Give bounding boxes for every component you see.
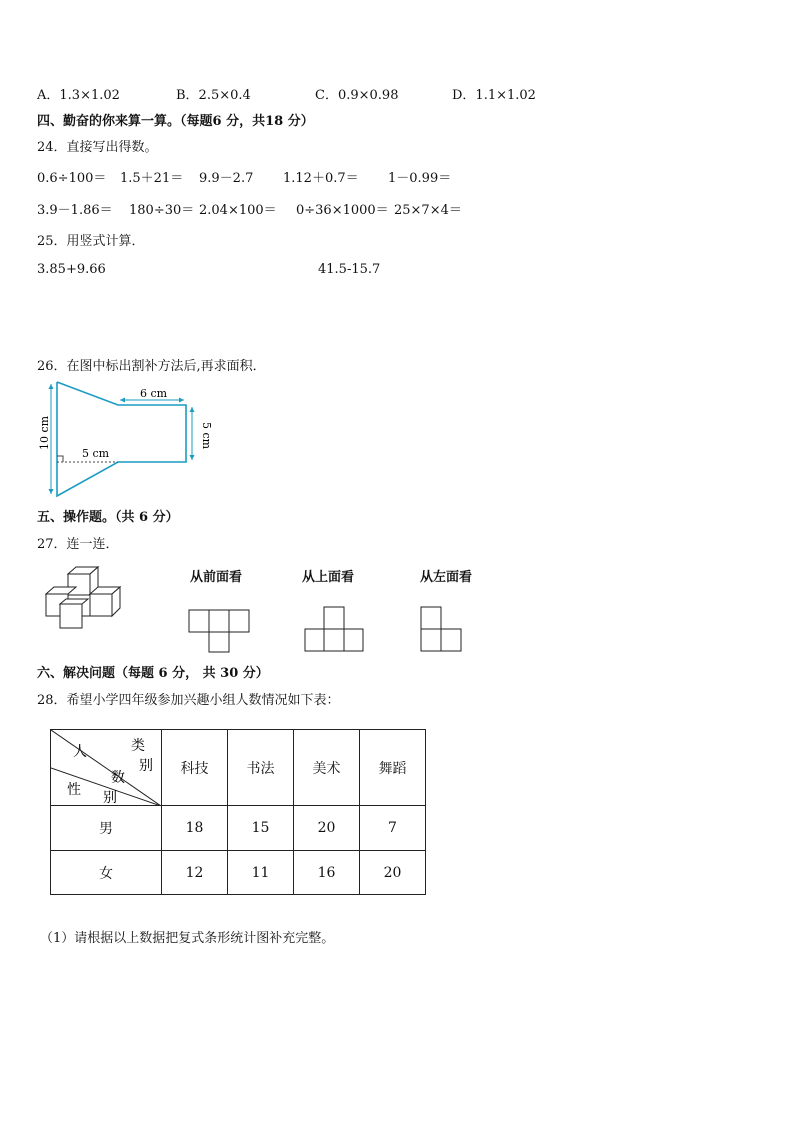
table-cell: 15 bbox=[228, 806, 294, 851]
q24-item: 2.04×100＝ bbox=[199, 203, 277, 218]
q24-item: 0.6÷100＝ bbox=[37, 171, 107, 186]
table-header-row bbox=[51, 730, 426, 806]
section4-title: 四、勤奋的你来算一算。（每题6 分，共18 分） bbox=[37, 114, 314, 129]
column-header: 科技 bbox=[162, 730, 228, 806]
row-label: 女 bbox=[51, 851, 162, 895]
trapezoid-figure bbox=[36, 374, 216, 504]
q25-expr: 3.85+9.66 bbox=[37, 262, 106, 277]
column-header: 美术 bbox=[294, 730, 360, 806]
arrow-head bbox=[49, 384, 54, 389]
q25-expr: 41.5-15.7 bbox=[318, 262, 381, 277]
section6-title: 六、解决问题（每题 6 分， 共 30 分） bbox=[37, 666, 269, 681]
option-c: C．0.9×0.98 bbox=[315, 88, 399, 103]
section5-title: 五、操作题。（共 6 分） bbox=[37, 510, 179, 525]
top-view-shape bbox=[302, 602, 372, 654]
right-angle-mark bbox=[57, 456, 63, 462]
svg-text:人: 人 bbox=[73, 744, 87, 760]
label-top: 6 cm bbox=[140, 387, 168, 400]
svg-text:别: 别 bbox=[139, 758, 153, 774]
view-left-label: 从左面看 bbox=[420, 570, 473, 585]
arrow-head bbox=[49, 489, 54, 494]
interest-group-table bbox=[50, 729, 426, 895]
column-header: 舞蹈 bbox=[360, 730, 426, 806]
q24-prompt: 24．直接写出得数。 bbox=[37, 140, 158, 155]
svg-text:数: 数 bbox=[111, 770, 125, 786]
svg-text:性: 性 bbox=[67, 782, 81, 798]
arrow-head bbox=[190, 455, 195, 460]
view-front-label: 从前面看 bbox=[190, 570, 243, 585]
cube-stack-figure bbox=[42, 564, 138, 634]
row-label: 男 bbox=[51, 806, 162, 851]
q28-sub1: （1）请根据以上数据把复式条形统计图补充完整。 bbox=[40, 931, 335, 946]
left-view-shape bbox=[418, 604, 468, 654]
table-row bbox=[51, 806, 426, 851]
q24-item: 1－0.99＝ bbox=[388, 171, 452, 186]
q24-item: 25×7×4＝ bbox=[394, 203, 462, 218]
table-cell: 20 bbox=[294, 806, 360, 851]
q24-item: 180÷30＝ bbox=[129, 203, 195, 218]
label-right: 5 cm bbox=[200, 422, 213, 450]
table-cell: 12 bbox=[162, 851, 228, 895]
view-top-label: 从上面看 bbox=[302, 570, 355, 585]
corner-cell bbox=[51, 730, 162, 806]
q24-item: 1.5＋21＝ bbox=[120, 171, 184, 186]
corner-diagonals bbox=[51, 730, 161, 806]
label-bottom: 5 cm bbox=[82, 447, 110, 460]
q24-item: 3.9－1.86＝ bbox=[37, 203, 113, 218]
q25-prompt: 25．用竖式计算． bbox=[37, 234, 145, 249]
q24-item: 1.12＋0.7＝ bbox=[283, 171, 359, 186]
table-cell: 7 bbox=[360, 806, 426, 851]
table-cell: 18 bbox=[162, 806, 228, 851]
option-d: D．1.1×1.02 bbox=[452, 88, 536, 103]
table-cell: 11 bbox=[228, 851, 294, 895]
q28-prompt: 28．希望小学四年级参加兴趣小组人数情况如下表： bbox=[37, 693, 340, 708]
arrow-head bbox=[120, 398, 125, 403]
table-row bbox=[51, 851, 426, 895]
table-cell: 16 bbox=[294, 851, 360, 895]
svg-text:类: 类 bbox=[131, 738, 145, 754]
option-b: B．2.5×0.4 bbox=[176, 88, 251, 103]
option-a: A．1.3×1.02 bbox=[37, 88, 120, 103]
q26-prompt: 26．在图中标出割补方法后,再求面积． bbox=[37, 359, 266, 374]
svg-text:别: 别 bbox=[103, 790, 117, 806]
column-header: 书法 bbox=[228, 730, 294, 806]
q27-prompt: 27．连一连． bbox=[37, 537, 119, 552]
front-view-shape bbox=[186, 600, 266, 656]
q24-item: 0÷36×1000＝ bbox=[296, 203, 389, 218]
label-left: 10 cm bbox=[38, 415, 51, 450]
table-cell: 20 bbox=[360, 851, 426, 895]
arrow-head bbox=[179, 398, 184, 403]
q24-item: 9.9－2.7 bbox=[199, 171, 254, 186]
arrow-head bbox=[190, 407, 195, 412]
